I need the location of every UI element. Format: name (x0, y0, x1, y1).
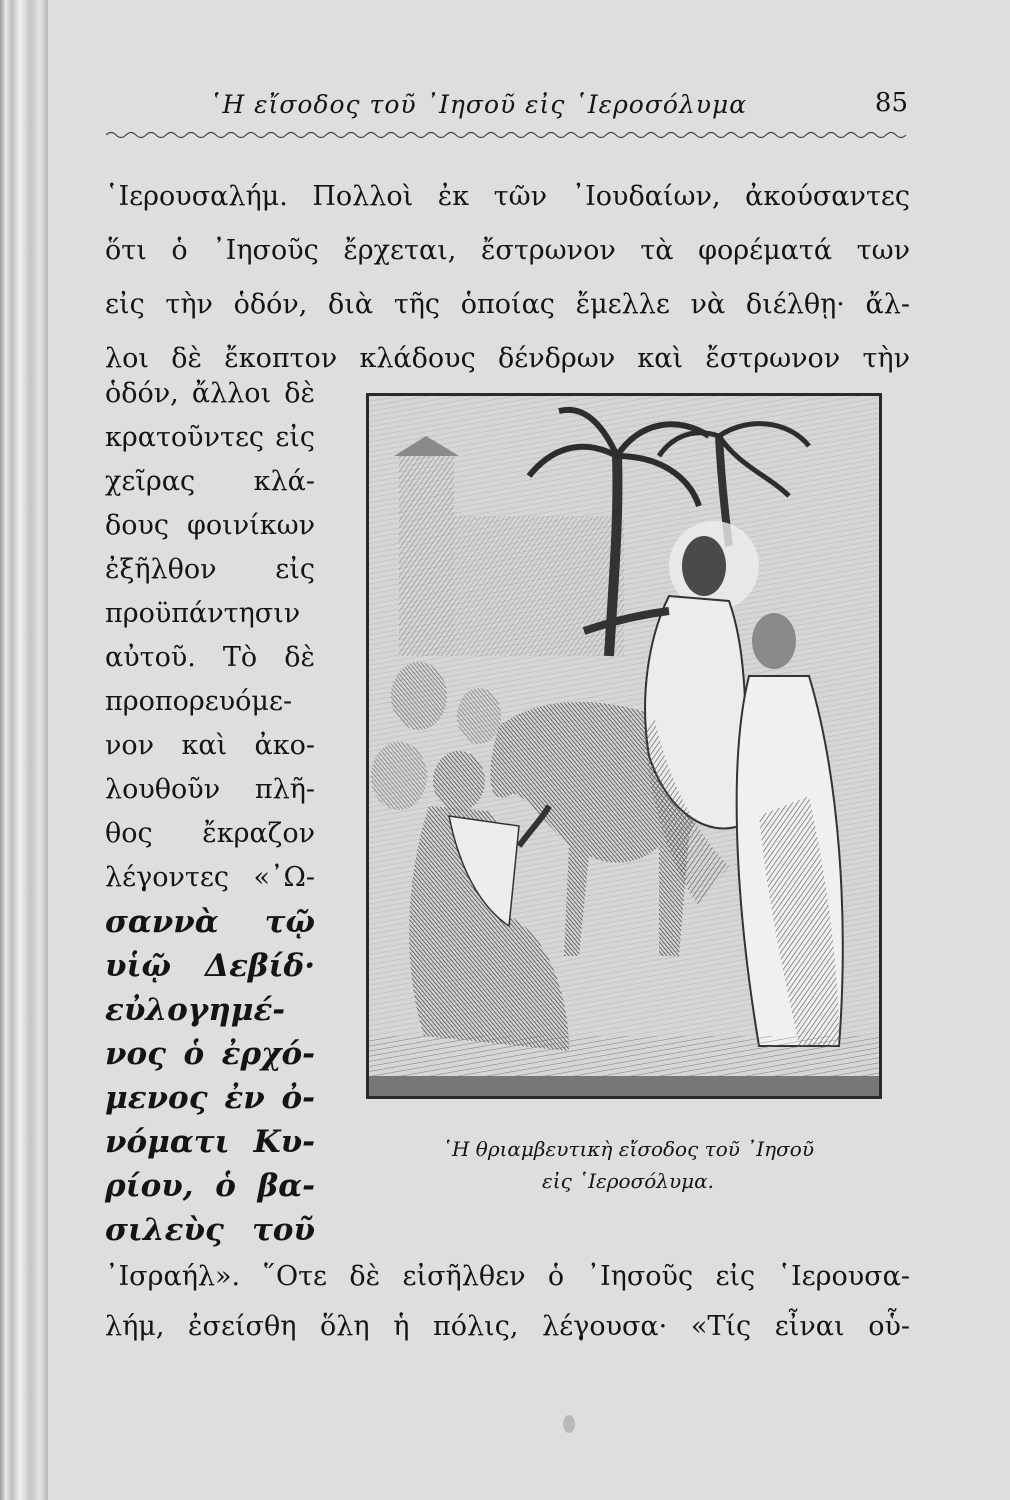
text-line: λήμ, ἐσείσθη ὅλη ἡ πόλις, λέγουσα· «Τίς εἶναι οὗ- (105, 1311, 910, 1342)
engraving-illustration (366, 393, 882, 1099)
running-title: ῾Η εἴσοδος τοῦ ᾿Ιησοῦ εἰς ῾Ιεροσόλυμα (208, 90, 748, 119)
text-line: κρατοῦντες εἰς (105, 422, 315, 453)
text-line: ὅτι ὁ ᾿Ιησοῦς ἔρχεται, ἔστρωνον τὰ φορέματά των (105, 235, 910, 266)
book-binding-edge (0, 0, 48, 1500)
text-line-quote: σαννὰ τῷ (105, 904, 315, 940)
text-line: χεῖρας κλά- (105, 466, 315, 497)
book-page (48, 0, 1010, 1500)
text-line-quote: σιλεὺς τοῦ (105, 1212, 315, 1248)
text-line: νον καὶ ἀκο- (105, 730, 315, 761)
text-line: ὁδόν, ἄλλοι δὲ (105, 378, 315, 409)
header-wavy-rule (106, 130, 908, 140)
text-line: ἐξῆλθον εἰς (105, 554, 315, 585)
text-line: θος ἔκραζον (105, 818, 315, 849)
text-line: αὐτοῦ. Τὸ δὲ (105, 642, 315, 673)
caption-line: ῾Η θριαμβευτικὴ εἴσοδος τοῦ ᾿Ιησοῦ (441, 1137, 815, 1161)
text-line: ῾Ιερουσαλήμ. Πολλοὶ ἐκ τῶν ᾿Ιουδαίων, ἀκούσαντες (105, 181, 910, 212)
figure-caption (348, 1133, 908, 1197)
text-line-quote: νος ὁ ἐρχό- (105, 1036, 315, 1072)
text-line: προπορευόμε- (105, 686, 293, 717)
text-line-quote: ρίου, ὁ βα- (105, 1168, 315, 1204)
page-number: 85 (874, 88, 908, 118)
text-line-quote: υἱῷ Δεβίδ· (105, 948, 315, 984)
text-line: λοι δὲ ἔκοπτον κλάδους δένδρων καὶ ἔστρωνον τὴν (105, 343, 910, 374)
text-line: εἰς τὴν ὁδόν, διὰ τῆς ὁποίας ἔμελλε νὰ διέλθῃ· ἄλ- (105, 289, 910, 320)
text-line-quote: εὐλογημέ- (105, 992, 286, 1028)
text-line: ᾿Ισραήλ». ῞Οτε δὲ εἰσῆλθεν ὁ ᾿Ιησοῦς εἰς ῾Ιερουσα- (105, 1261, 910, 1292)
text-line: λουθοῦν πλῆ- (105, 774, 315, 805)
text-line: προϋπάντησιν (105, 598, 301, 629)
caption-line: εἰς ῾Ιεροσόλυμα. (542, 1169, 714, 1193)
text-line: δους φοινίκων (105, 510, 315, 541)
page-header (148, 90, 908, 130)
text-line: λέγοντες «᾿Ω- (105, 862, 315, 893)
paper-stain (563, 1415, 575, 1433)
text-line-quote: μενος ἐν ὀ- (105, 1080, 315, 1116)
text-line-quote: νόματι Κυ- (105, 1124, 315, 1160)
